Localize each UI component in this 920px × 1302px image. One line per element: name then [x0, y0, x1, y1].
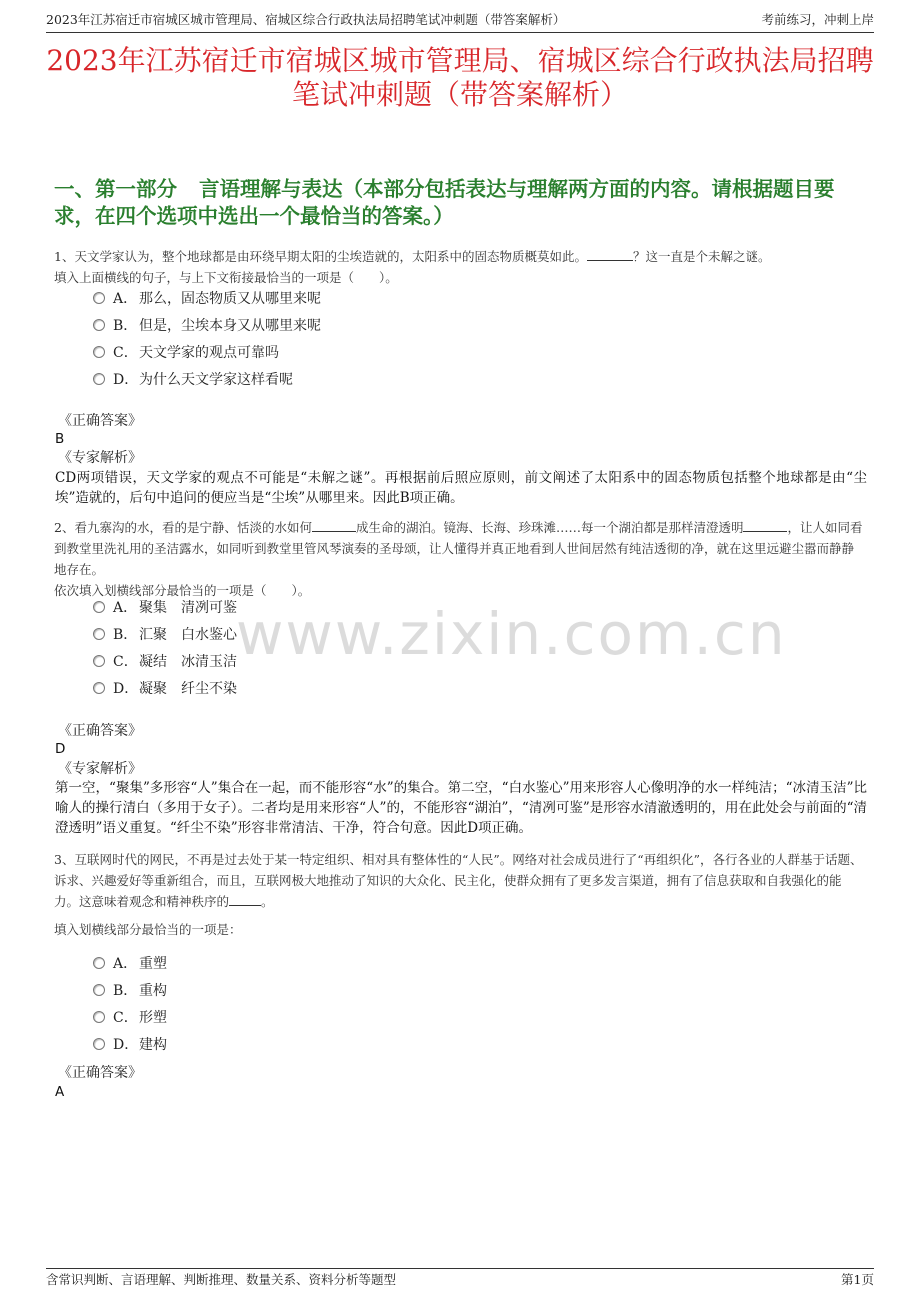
radio-button[interactable] [93, 373, 105, 385]
question-1 [54, 246, 866, 288]
section-description: 言语理解与表达（本部分包括表达与理解两方面的内容。请根据题目要求，在四个选项中选出一个最恰当的答案。） [54, 177, 835, 228]
analysis-text: 第一空，“聚集”多形容“人”集合在一起，而不能形容“水”的集合。第二空，“白水鉴心”用来形容人心像明净的水一样纯洁；“冰清玉洁”比喻人的操行清白（多用于女子）。二者均是用来形容“人”的，不能形容“湖泊”，“清冽可鉴”是形容水清澈透明的，用在此处会与前面的“清澄透明”语义重复。“纤尘不染”形容非常清洁、干净，符合句意。因此D项正确。 [55, 780, 867, 836]
question-3-prompt: 填入划横线部分最恰当的一项是： [54, 922, 242, 937]
question-3-option-a[interactable]: A． 重塑 [93, 954, 167, 974]
document-title: 2023年江苏宿迁市宿城区城市管理局、宿城区综合行政执法局招聘笔试冲刺题（带答案解析） [46, 44, 874, 111]
question-1-option-a[interactable]: A． 那么，固态物质又从哪里来呢 [93, 289, 321, 309]
question-1-stem: 1、天文学家认为，整个地球都是由环绕早期太阳的尘埃造就的，太阳系中的固态物质概莫如此。 ？这一直是个未解之谜。 [54, 246, 866, 267]
running-footer [46, 1268, 874, 1291]
radio-button[interactable] [93, 1011, 105, 1023]
answer-label: 《正确答案》 [58, 413, 142, 429]
fill-blank [312, 517, 356, 532]
header-left-text: 2023年江苏宿迁市宿城区城市管理局、宿城区综合行政执法局招聘笔试冲刺题（带答案解析） [46, 12, 566, 27]
running-header [46, 10, 874, 33]
radio-button[interactable] [93, 655, 105, 667]
radio-button[interactable] [93, 319, 105, 331]
fill-blank [229, 891, 261, 906]
answer-value: A [55, 1084, 65, 1100]
radio-button[interactable] [93, 346, 105, 358]
question-3-option-d[interactable]: D．建构 [93, 1035, 167, 1055]
page-number: 第1页 [841, 1272, 874, 1287]
radio-button[interactable] [93, 601, 105, 613]
section-label: 一、第一部分 [54, 177, 177, 201]
radio-button[interactable] [93, 628, 105, 640]
question-2-option-c[interactable]: C．凝结 冰清玉洁 [93, 652, 237, 672]
question-3-option-b[interactable]: B． 重构 [93, 981, 167, 1001]
question-2 [54, 517, 866, 601]
question-2-option-b[interactable]: B． 汇聚 白水鉴心 [93, 625, 237, 645]
question-3 [54, 849, 866, 912]
analysis-label: 《专家解析》 [58, 450, 142, 466]
answer-value: D [55, 741, 66, 757]
header-right-text: 考前练习，冲刺上岸 [761, 12, 874, 27]
question-1-option-c[interactable]: C．天文学家的观点可靠吗 [93, 343, 279, 363]
fill-blank [743, 517, 787, 532]
analysis-label: 《专家解析》 [58, 761, 142, 777]
analysis-text: CD两项错误，天文学家的观点不可能是“未解之谜”。再根据前后照应原则，前文阐述了太阳系中的固态物质包括整个地球都是由“尘埃”造就的，后句中追问的便应当是“尘埃”从哪里来。因此B项正确。 [55, 470, 867, 506]
radio-button[interactable] [93, 292, 105, 304]
question-2-option-d[interactable]: D．凝聚 纤尘不染 [93, 679, 237, 699]
answer-label: 《正确答案》 [58, 723, 142, 739]
answer-label: 《正确答案》 [58, 1065, 142, 1081]
radio-button[interactable] [93, 984, 105, 996]
question-3-stem: 3、互联网时代的网民，不再是过去处于某一特定组织、相对具有整体性的“人民”。网络对社会成员进行了“再组织化”，各行各业的人群基于话题、诉求、兴趣爱好等重新组合，而且，互联网极大地推动了知识的大众化、民主化，使群众拥有了更多发言渠道，拥有了信息获取和自我强化的能力。这意味着观念和精神秩序的 。 [54, 852, 863, 909]
question-2-prompt: 依次填入划横线部分最恰当的一项是（ ）。 [54, 583, 311, 598]
footer-left-text: 含常识判断、言语理解、判断推理、数量关系、资料分析等题型 [46, 1272, 397, 1287]
question-1-option-b[interactable]: B． 但是，尘埃本身又从哪里来呢 [93, 316, 321, 336]
question-3-option-c[interactable]: C．形塑 [93, 1008, 167, 1028]
question-2-stem: 2、看九寨沟的水，看的是宁静、恬淡的水如何 成生命的湖泊。镜海、长海、珍珠滩……每一个湖泊都是那样清澄透明 ，让人如同看到教堂里洗礼用的圣洁露水，如同听到教堂里管风琴演奏的圣母颂，让人懂得并真正地看到人世间居然有纯洁透彻的净，就在这里远避尘嚣而静静地存在。 [54, 517, 866, 580]
radio-button[interactable] [93, 957, 105, 969]
radio-button[interactable] [93, 1038, 105, 1050]
watermark: www.zixin.com.cn [236, 600, 787, 668]
radio-button[interactable] [93, 682, 105, 694]
question-1-option-d[interactable]: D．为什么天文学家这样看呢 [93, 370, 293, 390]
question-2-option-a[interactable]: A． 聚集 清冽可鉴 [93, 598, 237, 618]
answer-value: B [55, 431, 65, 447]
fill-blank [587, 246, 633, 261]
section-heading [54, 176, 866, 230]
question-1-prompt: 填入上面横线的句子，与上下文衔接最恰当的一项是（ ）。 [54, 270, 398, 285]
